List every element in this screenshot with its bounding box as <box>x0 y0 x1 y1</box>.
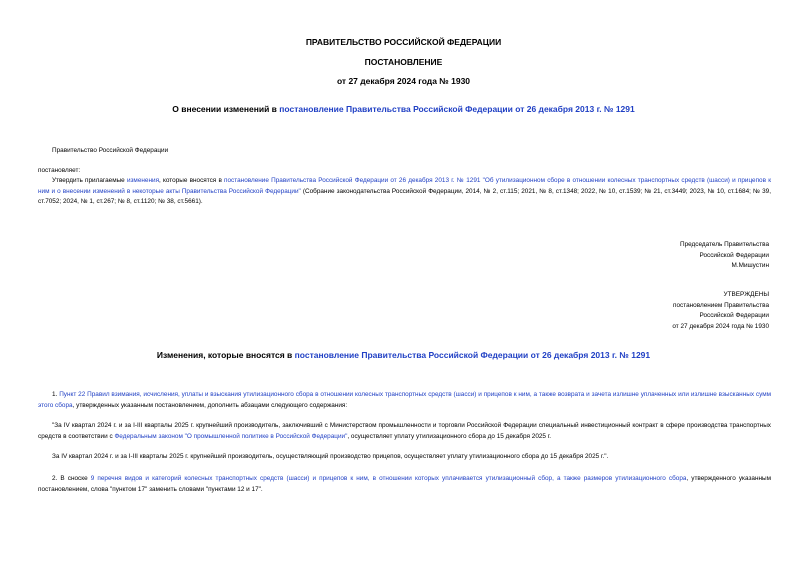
intro-text-a: Утвердить прилагаемые <box>52 177 127 184</box>
changes-p2-text-a: "За IV квартал 2024 г. и за I-III кварталы 2025 г. крупнейший производитель, заключивший с Министерством промышленности и торговли Российской Федерации специальный инвестиционный контракт в сфере производства транспортных средств в соответствии с <box>38 422 771 440</box>
rules-point-22-link[interactable]: Пункт 22 Правил взимания, исчисления, уплаты и взыскания утилизационного сбора в отношении колесных транспортных средств (шасси) и прицепов к ним, а также возврата и зачета излишне уплаченных или излишне взысканных сумм этого сбора <box>38 391 771 409</box>
changes-title <box>0 350 807 360</box>
document-date-number: от 27 декабря 2024 года № 1930 <box>336 76 471 86</box>
approved-line-2: постановлением Правительства <box>673 301 769 309</box>
changes-p1-text-b: , утвержденных указанным постановлением, дополнить абзацами следующего содержания: <box>72 401 348 409</box>
changes-p4-text-a: 2. В сноске <box>52 475 91 482</box>
changes-paragraph-4 <box>38 474 771 495</box>
changes-paragraph-1 <box>38 390 771 411</box>
changes-p2-text-b: , осуществляет уплату утилизационного сбора до 15 декабря 2025 г. <box>347 432 552 440</box>
changes-paragraph-2 <box>38 421 771 442</box>
signature-line-2: Российской Федерации <box>699 251 769 259</box>
document-title-link[interactable]: постановление Правительства Российской Федерации от 26 декабря 2013 г. № 1291 <box>279 104 635 114</box>
government-heading: ПРАВИТЕЛЬСТВО РОССИЙСКОЙ ФЕДЕРАЦИИ <box>305 37 502 47</box>
changes-paragraph-3: За IV квартал 2024 г. и за I-III кварталы 2025 г. крупнейший производитель, осуществляющий производство прицепов, осуществляет уплату утилизационного сбора до 15 декабря 2025 г.". <box>52 453 609 460</box>
changes-title-text: Изменения, которые вносятся в <box>156 350 295 360</box>
signature-line-3: М.Мишустин <box>731 262 769 269</box>
decides-label: постановляет: <box>38 167 81 174</box>
intro-text-c: (Собрание законодательства Российской Федерации, 2014, № 2, ст.115; 2021, № 8, ст.1348; 2022, № 10, ст.1539; № 21, ст.3449; 2023, № 10, ст.1684; № 39, ст.7052; 2024, № 1, ст.267; № 8, ст.1120; № 38, ст.5661). <box>38 187 771 205</box>
changes-p1-text-a: 1. <box>52 391 60 398</box>
approved-line-4: от 27 декабря 2024 года № 1930 <box>672 322 769 330</box>
resolution-1291-link[interactable]: постановление Правительства Российской Федерации от 26 декабря 2013 г. № 1291 "Об утилизационном сборе в отношении колесных транспортных средств (шасси) и прицепов к ним и о внесении изменений в некоторые акты Правительства Российской Федерации" <box>38 177 771 195</box>
signature-block <box>680 240 769 272</box>
changes-p4-text-b: , утвержденного указанным постановлением, слова "пунктом 17" заменить словами "пунктами 12 и 17". <box>38 475 771 493</box>
document-type: ПОСТАНОВЛЕНИЕ <box>364 57 443 67</box>
changes-link[interactable]: изменения <box>126 177 160 184</box>
government-label: Правительство Российской Федерации <box>52 147 169 154</box>
intro-paragraph <box>38 176 771 208</box>
intro-text-b: , которые вносятся в <box>159 177 225 184</box>
federal-law-link[interactable]: Федеральным законом "О промышленной политике в Российской Федерации" <box>114 432 348 440</box>
approved-line-1: УТВЕРЖДЕНЫ <box>723 291 769 298</box>
document-title <box>0 104 807 114</box>
signature-line-1: Председатель Правительства <box>680 241 769 248</box>
footnote-9-link[interactable]: 9 перечня видов и категорий колесных транспортных средств (шасси) и прицепов к ним, в отношении которых уплачивается утилизационный сбор, а также размеров утилизационного сбора <box>90 475 687 482</box>
approved-block <box>672 290 769 332</box>
changes-title-link[interactable]: постановление Правительства Российской Федерации от 26 декабря 2013 г. № 1291 <box>294 350 651 360</box>
document-title-text: О внесении изменений в <box>172 104 280 114</box>
approved-line-3: Российской Федерации <box>699 312 769 319</box>
